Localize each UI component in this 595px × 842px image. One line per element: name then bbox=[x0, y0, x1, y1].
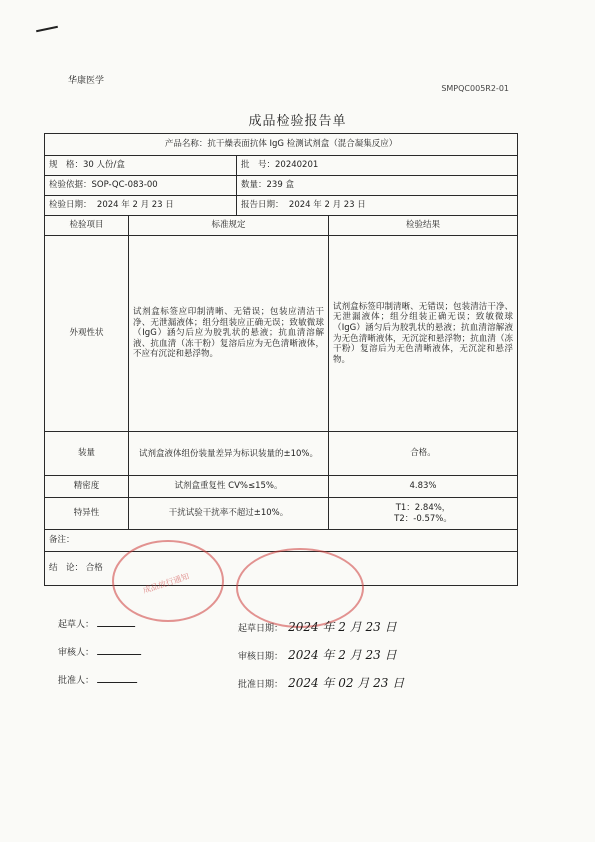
review-date-label: 审核日期： bbox=[238, 652, 284, 662]
specificity-standard: 干扰试验干扰率不超过±10%。 bbox=[129, 498, 329, 530]
conclusion-row bbox=[45, 552, 518, 586]
volume-item: 装量 bbox=[45, 432, 129, 476]
specificity-result-t2: T2：-0.57%。 bbox=[394, 513, 452, 524]
precision-item: 精密度 bbox=[45, 476, 129, 498]
report-table bbox=[44, 133, 518, 586]
reviewer-label: 审核人： bbox=[58, 648, 95, 658]
approve-date-value: 2024 年 02 月 23 日 bbox=[288, 676, 405, 690]
report-date-value: 2024 年 2 月 23 日 bbox=[288, 200, 366, 211]
conclusion-value: 合格 bbox=[85, 563, 103, 574]
specificity-result bbox=[329, 498, 518, 530]
spec-cell bbox=[45, 156, 237, 176]
pen-mark bbox=[36, 26, 58, 33]
precision-result: 4.83% bbox=[329, 476, 518, 498]
report-date-label: 报告日期： bbox=[241, 200, 284, 211]
report-date-cell bbox=[237, 196, 518, 216]
appearance-item: 外观性状 bbox=[45, 236, 129, 432]
check-date-cell bbox=[45, 196, 237, 216]
approver-signature bbox=[97, 668, 141, 683]
col-header-result: 检验结果 bbox=[329, 216, 518, 236]
appearance-standard: 试剂盒标签应印制清晰、无错误；包装应清洁干净、无泄漏液体；组分组装应正确无误；致敏微球（IgG）涵匀后应为胶乳状的悬液；抗血清溶解液、抗血清（冻干粉）复溶后应为无色清晰液体，不应有沉淀和悬浮物。 bbox=[129, 236, 329, 432]
reviewer-signature bbox=[97, 640, 145, 655]
quantity-value: 239 盒 bbox=[266, 180, 294, 191]
batch-label: 批 号： bbox=[241, 160, 276, 171]
drafter-label: 起草人： bbox=[58, 620, 95, 630]
batch-cell bbox=[237, 156, 518, 176]
company-name: 华康医学 bbox=[68, 76, 105, 86]
page-title: 成品检验报告单 bbox=[248, 114, 347, 129]
quantity-cell bbox=[237, 176, 518, 196]
precision-standard: 试剂盒重复性 CV%≤15%。 bbox=[129, 476, 329, 498]
product-name: 产品名称：抗干燥表面抗体 IgG 检测试剂盒（混合凝集反应） bbox=[45, 134, 518, 156]
approver-label: 批准人： bbox=[58, 676, 95, 686]
quantity-label: 数量： bbox=[241, 180, 267, 191]
remark-label: 备注： bbox=[49, 535, 75, 546]
basis-value: SOP-QC-083-00 bbox=[91, 180, 158, 191]
approve-date-label: 批准日期： bbox=[238, 680, 284, 690]
conclusion-label: 结 论： bbox=[49, 563, 84, 574]
spec-label: 规 格： bbox=[49, 160, 84, 171]
drafter-signature bbox=[97, 612, 139, 627]
col-header-item: 检验项目 bbox=[45, 216, 129, 236]
appearance-result: 试剂盒标签印制清晰、无错误；包装清洁干净、无泄漏液体；组分组装正确无误；致敏微球（IgG）涵匀后为胶乳状的悬液；抗血清溶解液为无色清晰液体，无沉淀和悬浮物；抗血清（冻干粉）复溶后为无色清晰液体，无沉淀和悬浮物。 bbox=[329, 236, 518, 432]
basis-label: 检验依据： bbox=[49, 180, 92, 191]
document-code: SMPQC005R2-01 bbox=[441, 84, 509, 93]
check-date-label: 检验日期： bbox=[49, 200, 92, 211]
draft-date-label: 起草日期： bbox=[238, 624, 284, 634]
specificity-item: 特异性 bbox=[45, 498, 129, 530]
review-date-value: 2024 年 2 月 23 日 bbox=[288, 648, 397, 662]
spec-value: 30 人份/盒 bbox=[83, 160, 125, 171]
volume-standard: 试剂盒液体组份装量差异为标识装量的±10%。 bbox=[129, 432, 329, 476]
check-date-value: 2024 年 2 月 23 日 bbox=[96, 200, 174, 211]
basis-cell bbox=[45, 176, 237, 196]
draft-date-value: 2024 年 2 月 23 日 bbox=[288, 620, 397, 634]
specificity-result-t1: T1：2.84%， bbox=[395, 502, 451, 513]
batch-value: 20240201 bbox=[275, 160, 319, 171]
col-header-standard: 标准规定 bbox=[129, 216, 329, 236]
signature-block bbox=[44, 608, 517, 700]
volume-result: 合格。 bbox=[329, 432, 518, 476]
remark-row bbox=[45, 530, 518, 552]
quality-stamp-text: 成品放行通知 bbox=[141, 571, 191, 596]
